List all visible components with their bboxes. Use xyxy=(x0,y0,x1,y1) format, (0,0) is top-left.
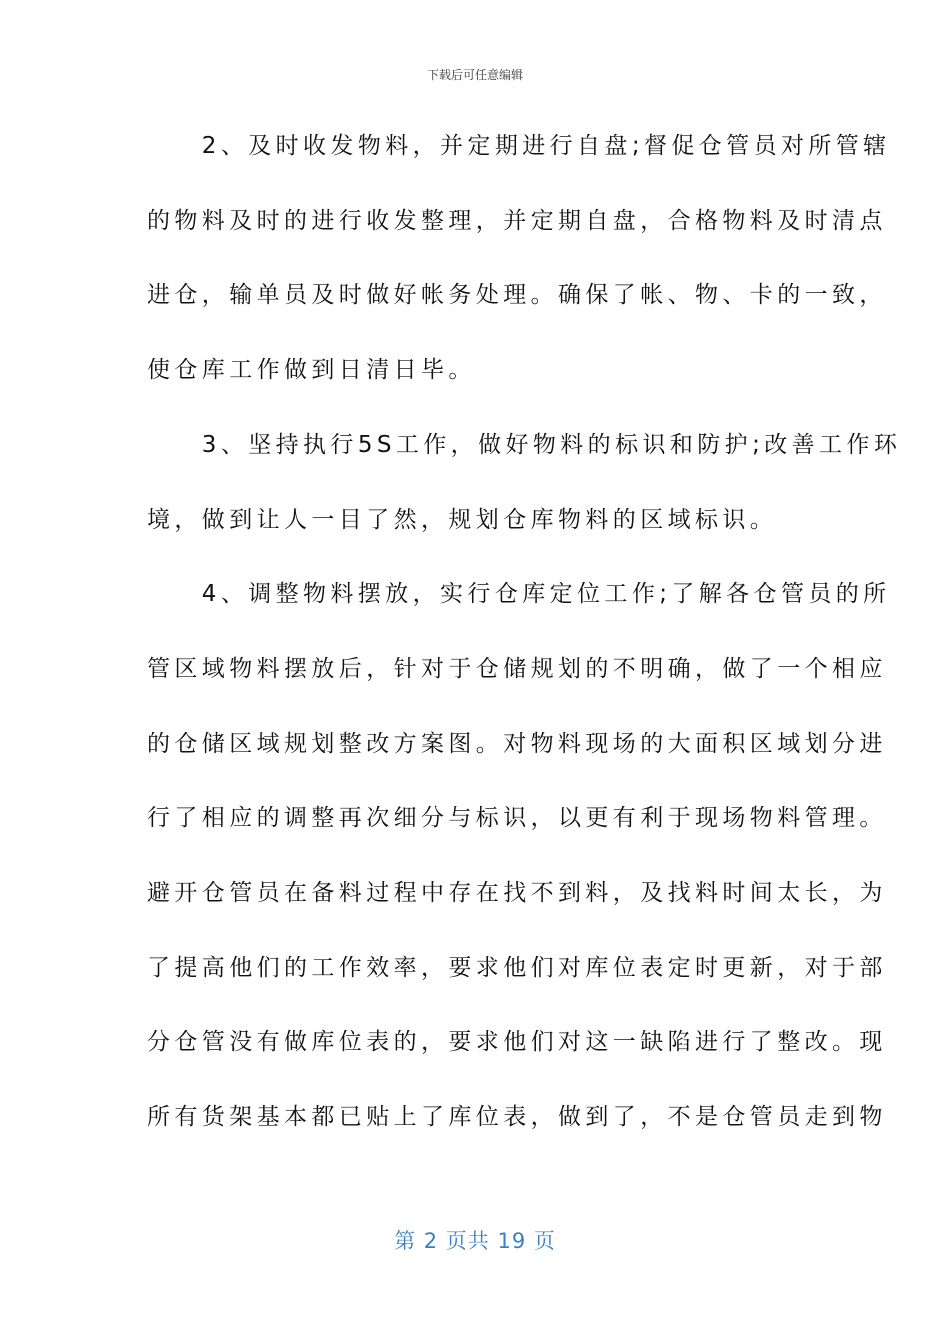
text-line: 的物料及时的进行收发整理，并定期自盘，合格物料及时清点 xyxy=(147,208,887,234)
text-line: 的仓储区域规划整改方案图。对物料现场的大面积区域划分进 xyxy=(147,731,887,757)
text-line: 使仓库工作做到日清日毕。 xyxy=(147,357,476,383)
text-line: 4、调整物料摆放，实行仓库定位工作;了解各仓管员的所 xyxy=(147,581,891,607)
header-note: 下载后可任意编辑 xyxy=(426,68,523,82)
text-line: 2、及时收发物料，并定期进行自盘;督促仓管员对所管辖 xyxy=(147,133,891,159)
page-number-footer: 第 2 页共 19 页 xyxy=(394,1229,556,1253)
text-line: 分仓管没有做库位表的，要求他们对这一缺陷进行了整改。现 xyxy=(147,1029,887,1055)
text-line: 避开仓管员在备料过程中存在找不到料，及找料时间太长，为 xyxy=(147,880,887,906)
text-line: 了提高他们的工作效率，要求他们对库位表定时更新，对于部 xyxy=(147,955,887,981)
text-line: 所有货架基本都已贴上了库位表，做到了，不是仓管员走到物 xyxy=(147,1104,887,1130)
text-line: 3、坚持执行5S工作，做好物料的标识和防护;改善工作环 xyxy=(147,432,902,458)
text-line: 行了相应的调整再次细分与标识，以更有利于现场物料管理。 xyxy=(147,805,887,831)
text-line: 管区域物料摆放后，针对于仓储规划的不明确，做了一个相应 xyxy=(147,656,887,682)
text-line: 境，做到让人一目了然，规划仓库物料的区域标识。 xyxy=(147,507,778,533)
text-line: 进仓，输单员及时做好帐务处理。确保了帐、物、卡的一致， xyxy=(147,282,887,308)
